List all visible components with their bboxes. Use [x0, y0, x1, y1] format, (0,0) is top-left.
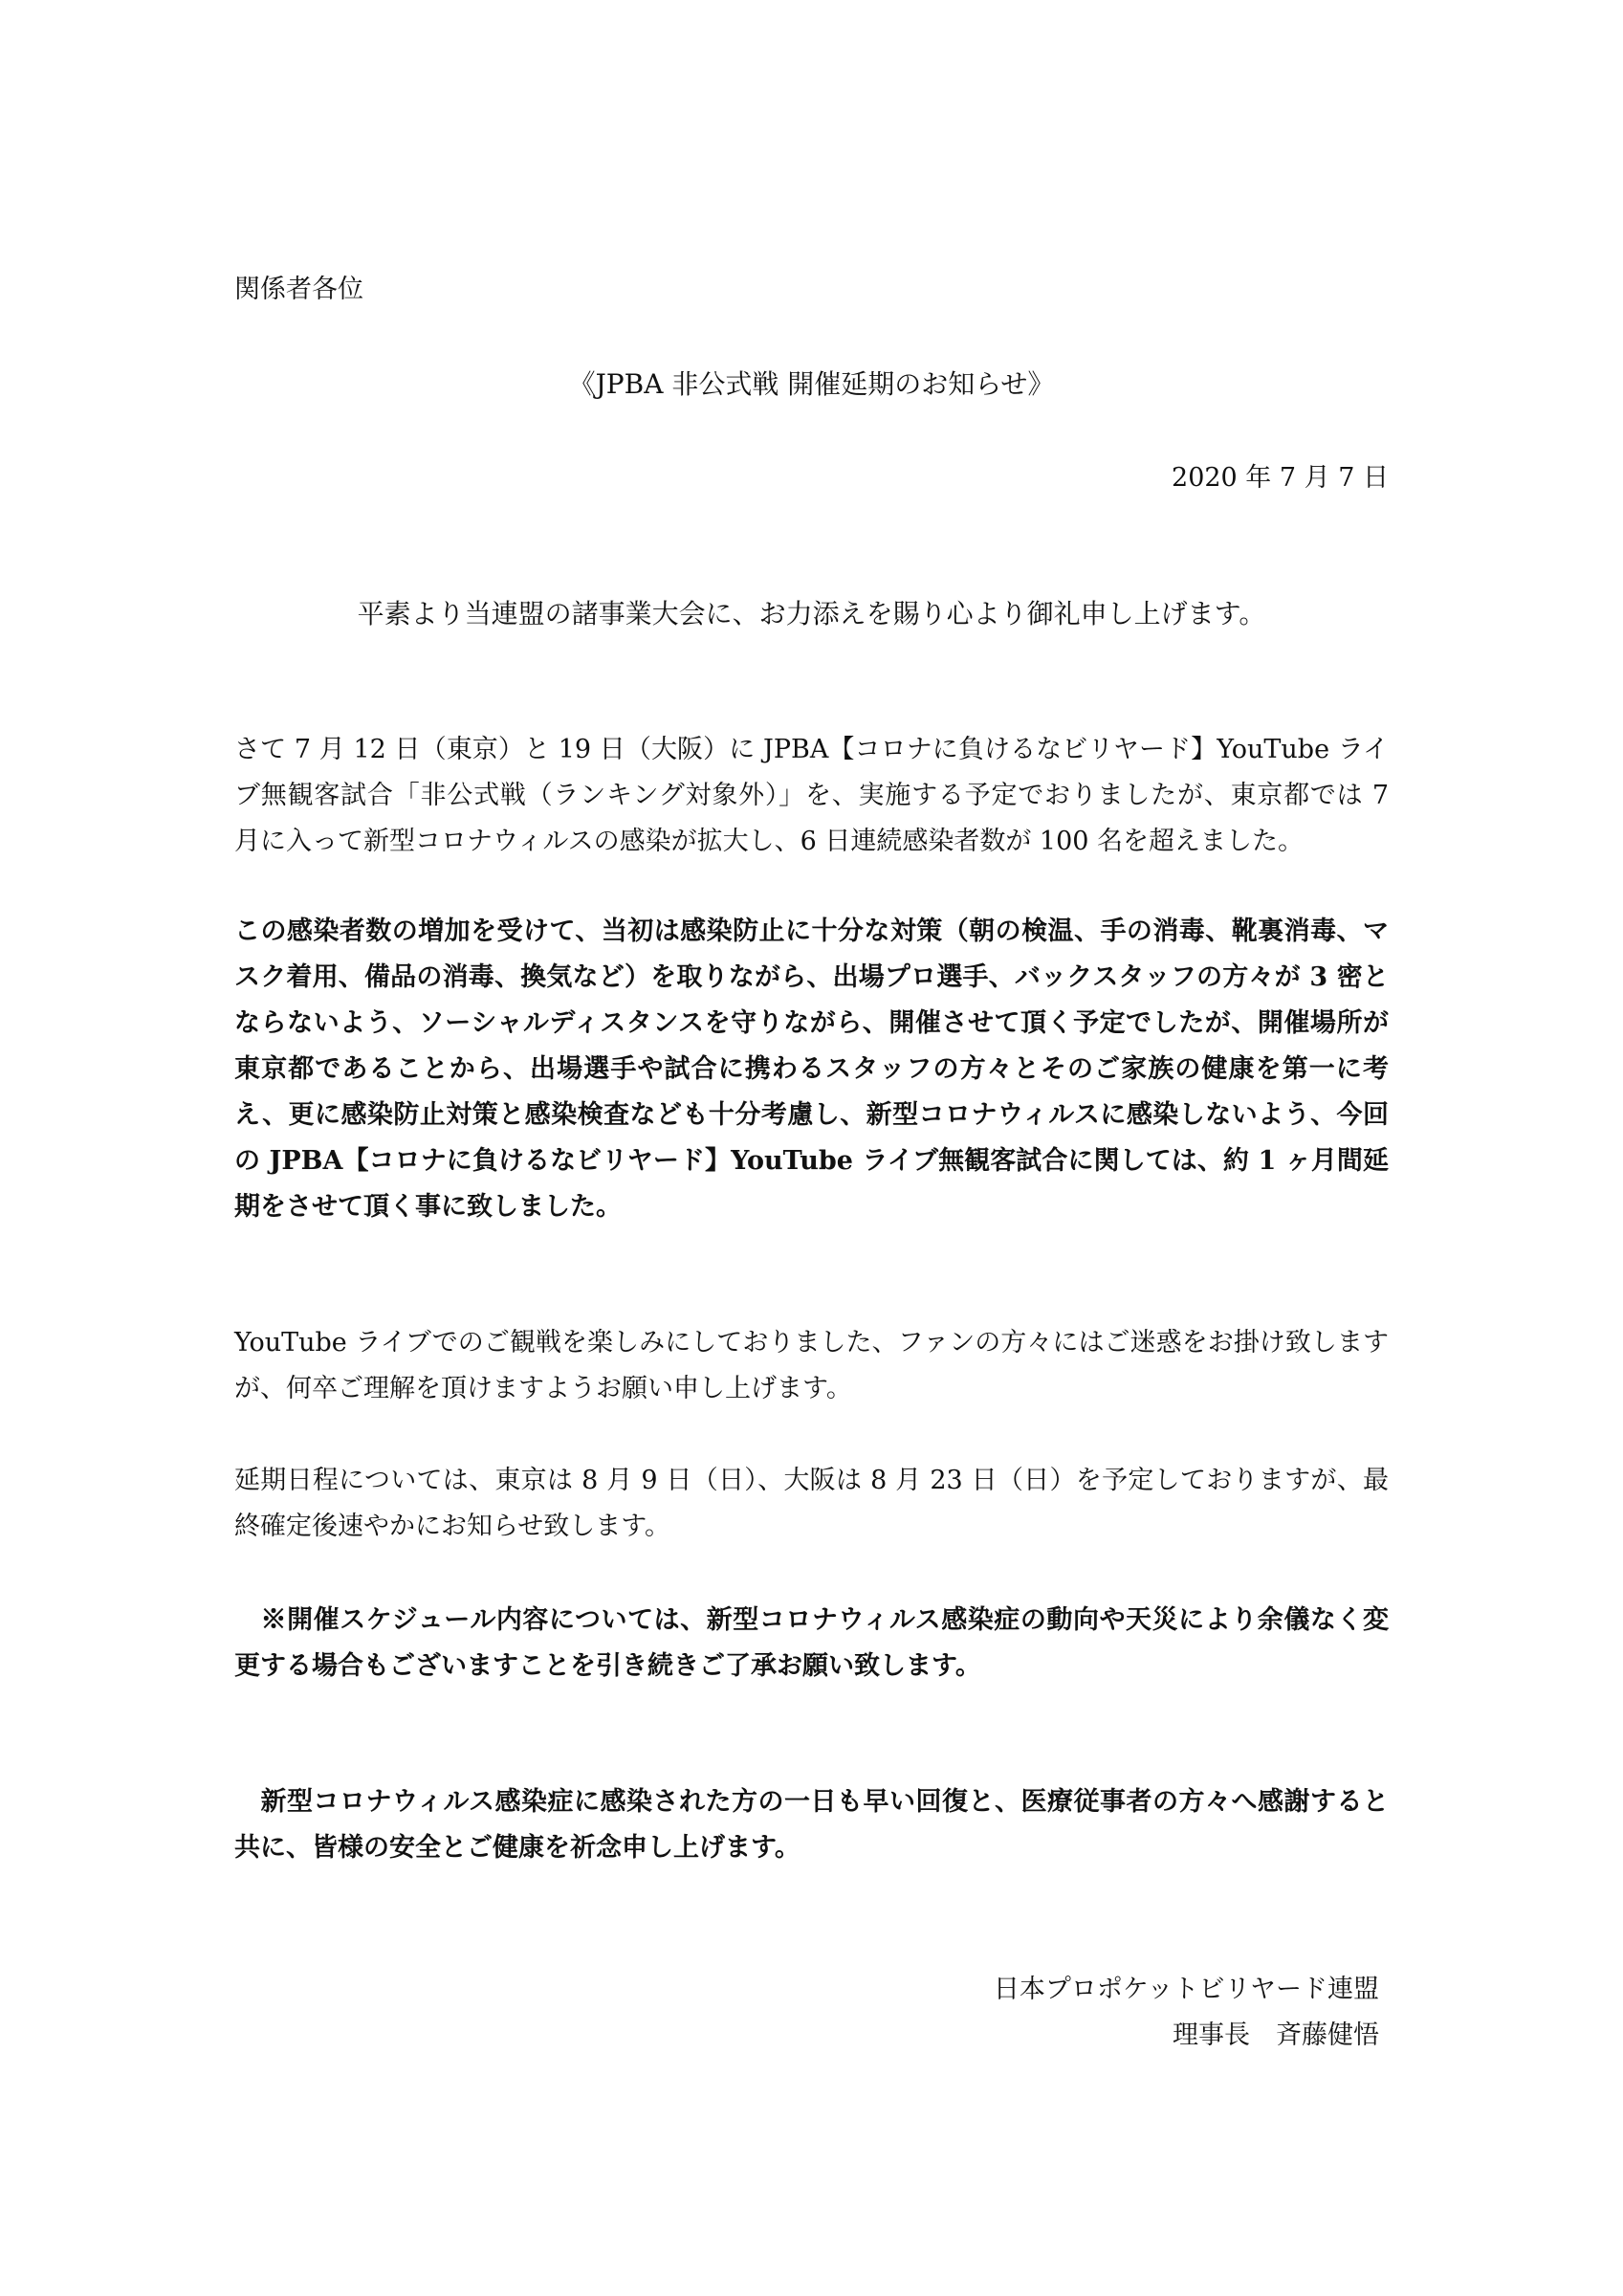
- paragraph-new-schedule: 延期日程については、東京は 8 月 9 日（日）、大阪は 8 月 23 日（日）を予定しておりますが、最終確定後速やかにお知らせ致します。: [234, 1466, 1389, 1541]
- addressee: 関係者各位: [234, 275, 363, 304]
- notice-title: 《JPBA 非公式戦 開催延期のお知らせ》: [568, 368, 1055, 400]
- signature-role-name: 理事長 斉藤健悟: [1173, 2020, 1379, 2050]
- paragraph-postponement-reason: この感染者数の増加を受けて、当初は感染防止に十分な対策（朝の検温、手の消毒、靴裏消毒、マスク着用、備品の消毒、換気など）を取りながら、出場プロ選手、バックスタッフの方々が 3 密とならないよう、ソーシャルディスタンスを守りながら、開催させて頂く予定でしたが、開催場所が東京都であることから、出場選手や試合に携わるスタッフの方々とそのご家族の健康を第一に考え、更に感染防止対策と感染検査なども十分考慮し、新型コロナウィルスに感染しないよう、今回の JPBA【コロナに負けるなビリヤード】YouTube ライブ無観客試合に関しては、約 1 ヶ月間延期をさせて頂く事に致しました。: [234, 916, 1389, 1222]
- paragraph-closing-wishes-text: 新型コロナウィルス感染症に感染された方の一日も早い回復と、医療従事者の方々へ感謝すると共に、皆様の安全とご健康を祈念申し上げます。: [234, 1787, 1389, 1863]
- greeting-line: 平素より当連盟の諸事業大会に、お力添えを賜り心より御礼申し上げます。: [357, 598, 1266, 629]
- signature-block: [994, 1967, 1379, 2059]
- paragraph-closing-wishes: [234, 1779, 1389, 1871]
- paragraph-event-plan: さて 7 月 12 日（東京）と 19 日（大阪）に JPBA【コロナに負けるなビリヤード】YouTube ライブ無観客試合「非公式戦（ランキング対象外）」を、実施する予定でおりましたが、東京都では 7 月に入って新型コロナウィルスの感染が拡大し、6 日連続感染者数が 100 名を超えました。: [234, 735, 1390, 856]
- signature-organization: 日本プロポケットビリヤード連盟: [993, 1975, 1379, 2004]
- paragraph-apology: YouTube ライブでのご観戦を楽しみにしておりました、ファンの方々にはご迷惑をお掛け致しますが、何卒ご理解を頂けますようお願い申し上げます。: [234, 1328, 1389, 1403]
- paragraph-schedule-note-text: ※開催スケジュール内容については、新型コロナウィルス感染症の動向や天災により余儀なく変更する場合もございますことを引き続きご了承お願い致します。: [234, 1605, 1389, 1681]
- paragraph-schedule-note: [234, 1598, 1389, 1689]
- notice-date: 2020 年 7 月 7 日: [1172, 463, 1389, 493]
